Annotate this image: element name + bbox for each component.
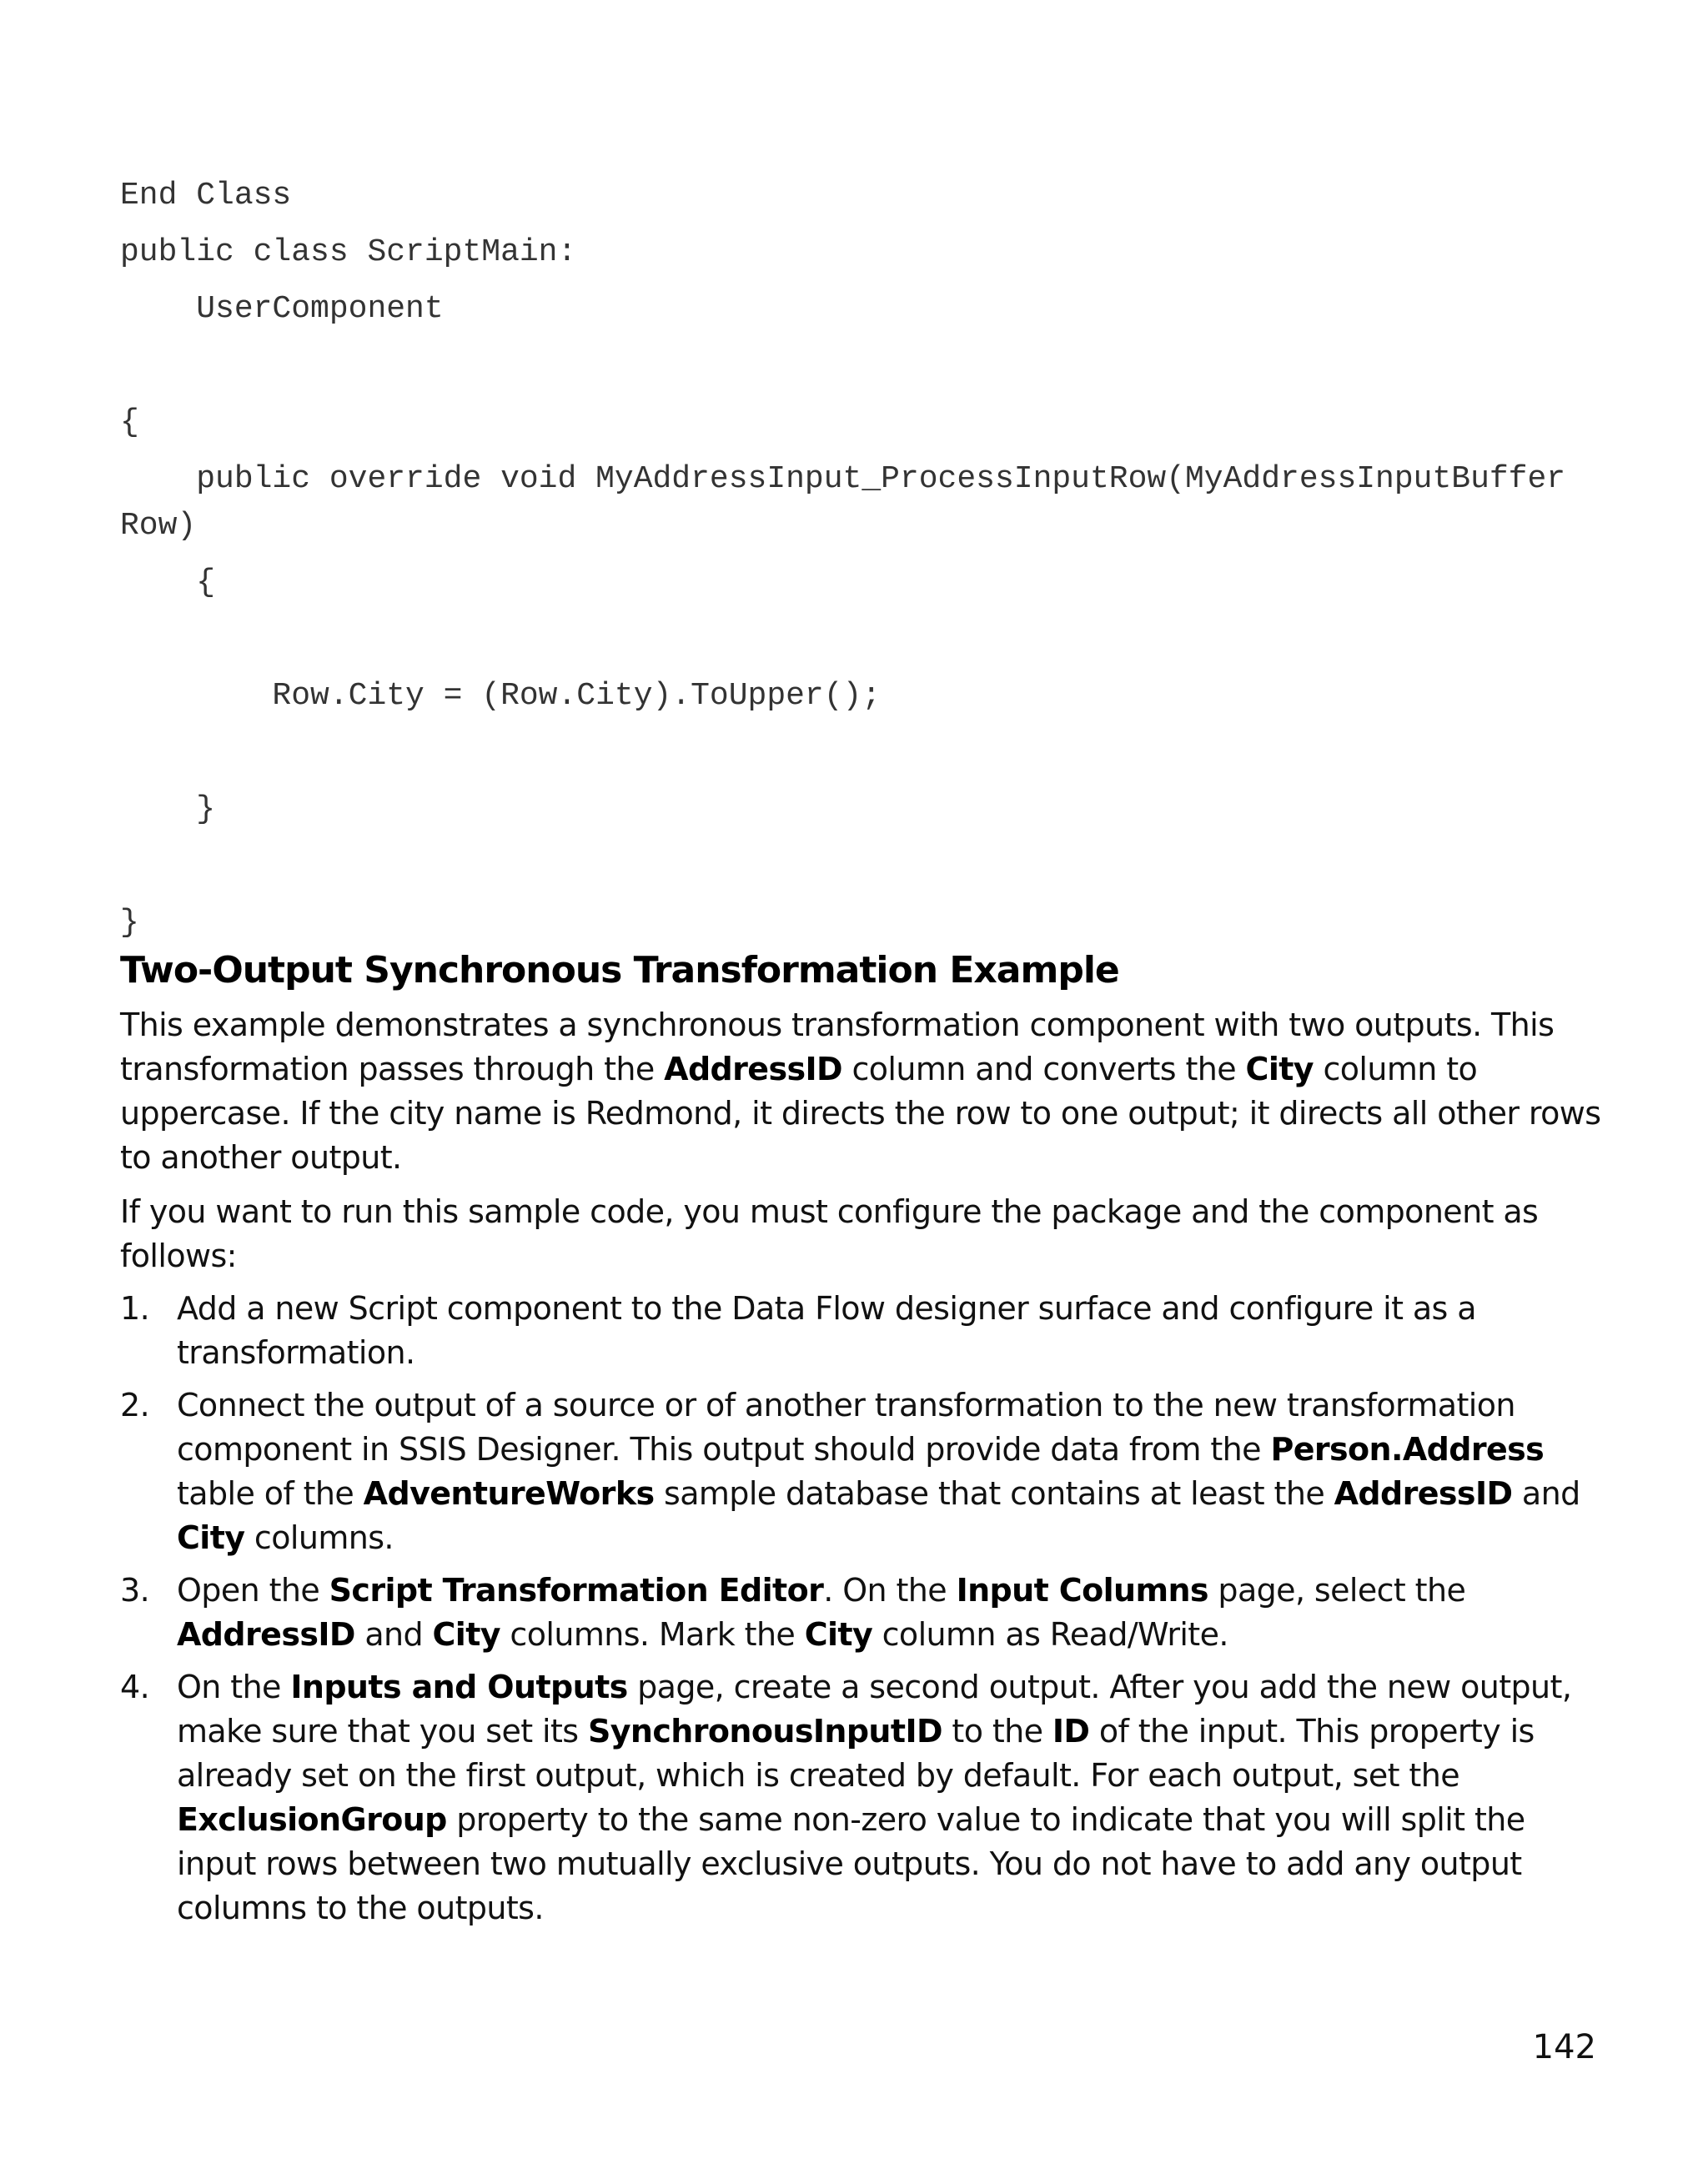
list-number: 1. bbox=[120, 1290, 150, 1327]
list-item-4 bbox=[120, 1665, 1605, 1930]
list-number: 3. bbox=[120, 1572, 150, 1609]
list-item-3 bbox=[120, 1569, 1605, 1657]
list-item-1 bbox=[120, 1287, 1605, 1375]
code-line-end-class: End Class bbox=[120, 178, 292, 213]
code-line-open-brace: { bbox=[120, 404, 139, 440]
code-line-method-param: Row) bbox=[120, 508, 197, 544]
code-line-method-open-brace: { bbox=[120, 565, 216, 600]
list-text: Connect the output of a source or of another transformation to the new transformation component in SSIS Designer. This output should provide data from the Person.Address table of the AdventureWorks sample database that contains at least the AddressID and City columns. bbox=[177, 1387, 1580, 1556]
paragraph-config: If you want to run this sample code, you must configure the package and the component as follows: bbox=[120, 1193, 1539, 1274]
page-number: 142 bbox=[1532, 2028, 1596, 2066]
code-line-close-brace: } bbox=[120, 905, 139, 941]
list-text: On the Inputs and Outputs page, create a second output. After you add the new output, make sure that you set its SynchronousInputID to the ID of the input. This property is already set on the first output, which is created by default. For each output, set the ExclusionGroup property to the same non-zero value to indicate that you will split the input rows between two mutually exclusive outputs. You do not have to add any output columns to the outputs. bbox=[177, 1669, 1572, 1926]
code-line-class-decl: public class ScriptMain: bbox=[120, 234, 577, 270]
code-line-base-class: UserComponent bbox=[120, 291, 444, 327]
code-line-statement: Row.City = (Row.City).ToUpper(); bbox=[120, 678, 882, 714]
list-number: 2. bbox=[120, 1387, 150, 1423]
section-heading: Two-Output Synchronous Transformation Example bbox=[120, 949, 1119, 992]
list-number: 4. bbox=[120, 1669, 150, 1705]
list-item-2 bbox=[120, 1383, 1605, 1560]
list-text: Open the Script Transformation Editor. On the Input Columns page, select the AddressID and City columns. Mark the City column as Read/Write. bbox=[177, 1572, 1466, 1653]
code-line-method-close-brace: } bbox=[120, 791, 216, 827]
code-line-method-signature: public override void MyAddressInput_ProcessInputRow(MyAddressInputBuffer bbox=[120, 461, 1566, 497]
list-text: Add a new Script component to the Data Flow designer surface and configure it as a transformation. bbox=[177, 1290, 1476, 1371]
paragraph-intro: This example demonstrates a synchronous transformation component with two outputs. This transformation passes through the AddressID column and converts the City column to uppercase. If the city name is Redmond, it directs the row to one output; it directs all other rows to another output. bbox=[120, 1007, 1601, 1176]
